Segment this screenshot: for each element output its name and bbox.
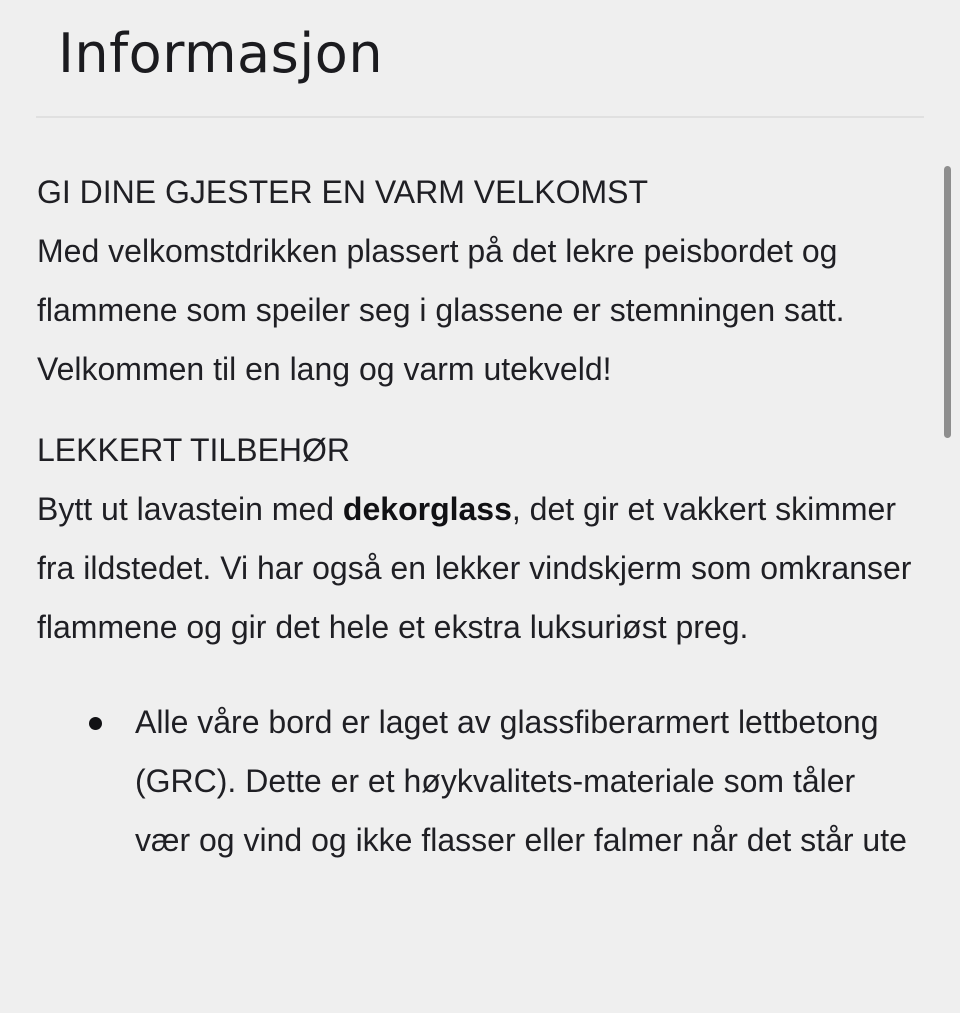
section-body-welcome: Med velkomstdrikken plassert på det lekre peisbordet og flammene som speiler seg i glassene er stemningen satt. Velkommen til en lang og varm utekveld! xyxy=(37,233,845,387)
page-title: Informasjon xyxy=(58,22,384,85)
title-divider xyxy=(36,116,924,118)
list-item xyxy=(135,693,917,870)
decor-glass-highlight: dekorglass xyxy=(342,491,512,527)
section-welcome xyxy=(37,163,917,399)
feature-list xyxy=(37,693,917,870)
section-body-accessories xyxy=(37,480,917,657)
accessories-text-before: Bytt ut lavastein med xyxy=(37,491,343,527)
info-content xyxy=(37,163,917,870)
section-heading-welcome: GI DINE GJESTER EN VARM VELKOMST xyxy=(37,174,649,210)
bullet-icon xyxy=(89,717,102,730)
list-item-text: Alle våre bord er laget av glassfiberarmert lettbetong (GRC). Dette er et høykvalitets-materiale som tåler vær og vind og ikke flasser eller falmer når det står ute xyxy=(135,704,907,858)
accessories-text-after: , det gir et vakkert skimmer fra ildstedet. Vi har også en lekker vindskjerm som omkranser flammene og gir det hele et ekstra luksuriøst preg. xyxy=(37,491,912,645)
scrollbar-thumb[interactable] xyxy=(944,166,951,438)
section-accessories xyxy=(37,421,917,657)
section-heading-accessories: LEKKERT TILBEHØR xyxy=(37,432,351,468)
